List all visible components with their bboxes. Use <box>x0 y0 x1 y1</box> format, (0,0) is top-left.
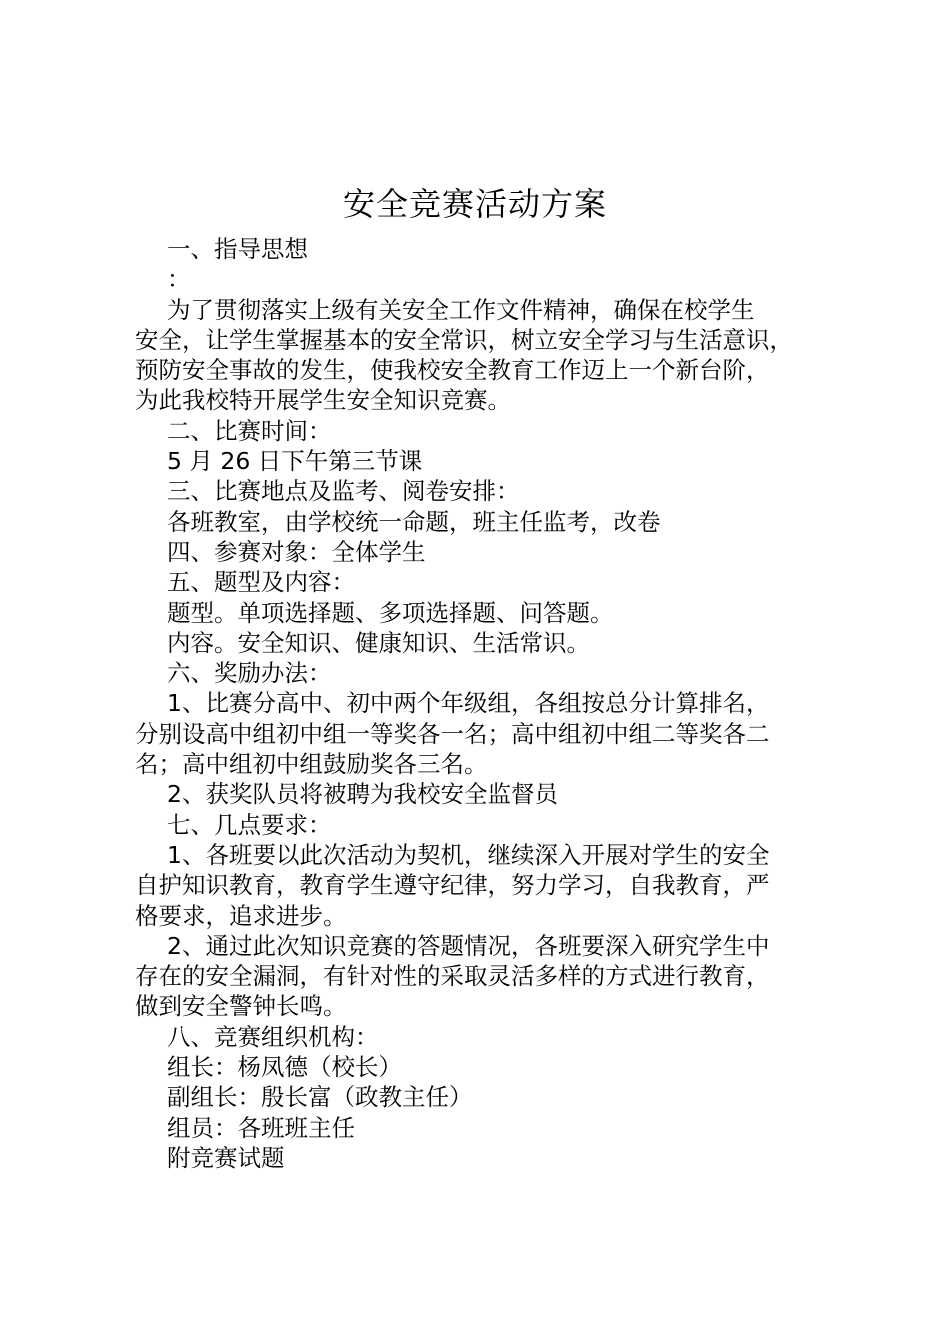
heading-participants: 四、参赛对象：全体学生 <box>167 537 426 566</box>
organization-deputy-leader: 副组长：殷长富（政教主任） <box>167 1083 473 1112</box>
attachment-note: 附竞赛试题 <box>167 1143 285 1172</box>
paragraph-line: 存在的安全漏洞，有针对性的采取灵活多样的方式进行教育， <box>135 962 770 991</box>
venue-arrangement-value: 各班教室，由学校统一命题，班主任监考，改卷 <box>167 507 661 536</box>
heading-competition-time: 二、比赛时间： <box>167 416 332 445</box>
paragraph-line: 1、各班要以此次活动为契机，继续深入开展对学生的安全 <box>167 840 770 869</box>
paragraph-line: 2、通过此次知识竞赛的答题情况，各班要深入研究学生中 <box>167 931 770 960</box>
paragraph-line: 做到安全警钟长鸣。 <box>135 992 347 1021</box>
organization-leader: 组长：杨凤德（校长） <box>167 1053 402 1082</box>
heading-awards: 六、奖励办法： <box>167 659 332 688</box>
paragraph-line: 安全，让学生掌握基本的安全常识，树立安全学习与生活意识， <box>135 325 793 354</box>
paragraph-line: 为了贯彻落实上级有关安全工作文件精神，确保在校学生 <box>167 295 755 324</box>
heading-question-types: 五、题型及内容： <box>167 568 355 597</box>
heading-venue-arrangement: 三、比赛地点及监考、阅卷安排： <box>167 477 520 506</box>
heading-guiding-idea: 一、指导思想 <box>167 235 308 263</box>
document-title: 安全竞赛活动方案 <box>342 185 607 223</box>
colon-line: ： <box>167 265 191 294</box>
paragraph-line: 为此我校特开展学生安全知识竞赛。 <box>135 386 511 415</box>
paragraph-line: 格要求，追求进步。 <box>135 901 347 930</box>
paragraph-line: 预防安全事故的发生，使我校安全教育工作迈上一个新台阶， <box>135 356 770 385</box>
paragraph-line: 2、获奖队员将被聘为我校安全监督员 <box>167 780 558 809</box>
paragraph-line: 自护知识教育，教育学生遵守纪律，努力学习，自我教育，严 <box>135 871 770 900</box>
paragraph-line: 名；高中组初中组鼓励奖各三名。 <box>135 750 488 779</box>
heading-organization: 八、竞赛组织机构： <box>167 1022 379 1051</box>
content-value: 内容。安全知识、健康知识、生活常识。 <box>167 628 590 657</box>
paragraph-line: 1、比赛分高中、初中两个年级组，各组按总分计算排名， <box>167 689 770 718</box>
heading-requirements: 七、几点要求： <box>167 810 332 839</box>
organization-members: 组员：各班班主任 <box>167 1113 355 1142</box>
document-body <box>135 234 835 1173</box>
question-types-value: 题型。单项选择题、多项选择题、问答题。 <box>167 598 614 627</box>
competition-time-value: 5 月 26 日下午第三节课 <box>167 447 423 476</box>
paragraph-line: 分别设高中组初中组一等奖各一名；高中组初中组二等奖各二 <box>135 719 770 748</box>
